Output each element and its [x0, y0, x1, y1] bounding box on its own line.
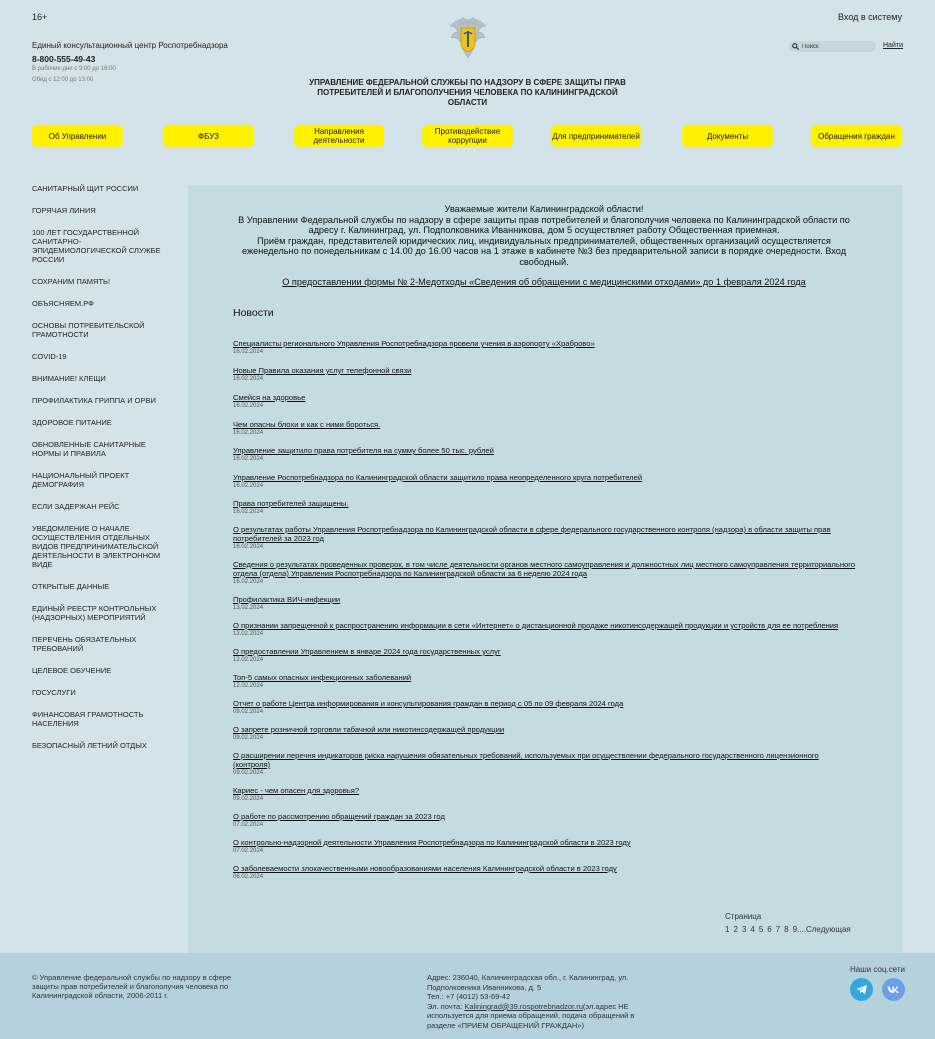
org-name: Единый консультационный центр Роспотребнадзора: [32, 41, 228, 50]
page-link[interactable]: 7: [775, 925, 781, 934]
news-date: 13.02.2024: [233, 605, 264, 611]
agency-title: УПРАВЛЕНИЕ ФЕДЕРАЛЬНОЙ СЛУЖБЫ ПО НАДЗОРУ В СФЕРЕ ЗАЩИТЫ ПРАВ ПОТРЕБИТЕЛЕЙ И БЛАГОПОЛУЧЕНИЯ ЧЕЛОВЕКА ПО КАЛИНИНГРАДСКОЙ ОБЛАСТИ: [309, 78, 626, 107]
sidebar-item[interactable]: ПЕРЕЧЕНЬ ОБЯЗАТЕЛЬНЫХ ТРЕБОВАНИЙ: [32, 635, 137, 653]
footer-copyright: © Управление федеральной службы по надзору в сфере защиты прав потребителей и благополучия человека по Калининградской области, 2006-2011 г.: [32, 973, 232, 1000]
sidebar-item[interactable]: 100 ЛЕТ ГОСУДАРСТВЕННОЙ САНИТАРНО-ЭПИДЕМИОЛОГИЧЕСКОЙ СЛУЖБЕ РОССИИ: [32, 228, 161, 264]
news-link[interactable]: Сведения о результатах проведенных проверок, в том числе деятельности органов местного самоуправления и должностных лиц местного самоуправления территориального отдела (отдела) Управления Роспотребнадзора по Калининградской области за 6 неделю 2024 года: [233, 560, 856, 578]
footer-address: Адрес: 236040, Калининградская обл., г. Калининград, ул. Подполковника Иванникова, д. 5: [427, 973, 629, 992]
pagination: [725, 925, 851, 934]
news-link[interactable]: О контрольно-надзорной деятельности Управления Роспотребнадзора по Калининградской области в 2023 году: [233, 838, 631, 847]
page-link[interactable]: 2: [733, 925, 738, 934]
news-link[interactable]: Смейся на здоровье: [233, 393, 306, 402]
page-link[interactable]: 3: [741, 925, 747, 934]
telegram-icon[interactable]: [850, 978, 873, 1001]
emblem-icon[interactable]: [446, 14, 490, 62]
news-date: 09.02.2024: [233, 735, 264, 741]
news-item: [233, 393, 858, 410]
find-button[interactable]: Найти: [883, 42, 903, 49]
news-link[interactable]: О запрете розничной торговли табачной или никотинсодержащей продукции: [233, 725, 505, 734]
news-item: [233, 786, 858, 803]
nav-directions[interactable]: Направления деятельности: [294, 125, 384, 147]
sidebar-menu: [32, 184, 172, 763]
news-item: [233, 647, 858, 664]
news-link[interactable]: О заболеваемости злокачественными новообразованиями населения Калининградской области в 2023 году: [233, 864, 617, 873]
footer-contacts: [427, 973, 642, 1030]
social-title: Наши соц.сети: [850, 965, 905, 974]
news-date: 07.02.2024: [233, 822, 264, 828]
news-item: [233, 339, 858, 356]
next-page-link[interactable]: Следующая: [805, 925, 851, 934]
sidebar-item[interactable]: БЕЗОПАСНЫЙ ЛЕТНИЙ ОТДЫХ: [32, 741, 147, 750]
news-item: [233, 838, 858, 855]
age-rating: 16+: [32, 12, 48, 22]
sidebar-item[interactable]: ЕДИНЫЙ РЕЕСТР КОНТРОЛЬНЫХ (НАДЗОРНЫХ) МЕРОПРИЯТИЙ: [32, 604, 157, 622]
nav-about[interactable]: Об Управлении: [32, 125, 123, 147]
news-date: 16.02.2024: [233, 544, 264, 550]
news-link[interactable]: Права потребителей защищены.: [233, 499, 349, 508]
news-date: 09.02.2024: [233, 709, 264, 715]
form-link[interactable]: О предоставлении формы № 2-Медотходы «Сведения об обращении с медицинскими отходами» до 1 февраля 2024 года: [282, 277, 806, 287]
sidebar-item[interactable]: ФИНАНСОВАЯ ГРАМОТНОСТЬ НАСЕЛЕНИЯ: [32, 710, 144, 728]
news-date: 16.02.2024: [233, 579, 264, 585]
news-link[interactable]: Управление защитило права потребителя на сумму более 50 тыс. рублей: [233, 446, 494, 455]
news-item: [233, 366, 858, 383]
news-date: 16.02.2024: [233, 376, 264, 382]
working-hours: В рабочие дни с 9:00 до 16:00: [32, 66, 116, 72]
sidebar-item[interactable]: ОБНОВЛЕННЫЕ САНИТАРНЫЕ НОРМЫ И ПРАВИЛА: [32, 440, 146, 458]
news-link[interactable]: Отчет о работе Центра информирования и консультирования граждан в период с 05 по 09 февраля 2024 года: [233, 699, 624, 708]
news-heading: Новости: [233, 307, 274, 319]
sidebar-item[interactable]: СОХРАНИМ ПАМЯТЬ!: [32, 277, 111, 286]
news-item: [233, 595, 858, 612]
news-item: [233, 621, 858, 638]
news-link[interactable]: О расширении перечня индикаторов риска нарушения обязательных требований, используемых при осуществлении федерального государственного лицензионного (контроля): [233, 751, 819, 769]
news-item: [233, 699, 858, 716]
footer-email: [427, 1002, 642, 1031]
sidebar-item[interactable]: ОСНОВЫ ПОТРЕБИТЕЛЬСКОЙ ГРАМОТНОСТИ: [32, 321, 145, 339]
lunch-hours: Обед с 12:00 до 13:00: [32, 77, 94, 83]
news-link[interactable]: О предоставлении Управлением в январе 2024 года государственных услуг: [233, 647, 501, 656]
main-content: [188, 185, 902, 953]
page-link[interactable]: 6: [767, 925, 772, 934]
news-link[interactable]: Кариес - чем опасен для здоровья?: [233, 786, 360, 795]
sidebar-item[interactable]: ПРОФИЛАКТИКА ГРИППА И ОРВИ: [32, 396, 156, 405]
news-item: [233, 473, 858, 490]
news-date: 07.02.2024: [233, 848, 264, 854]
news-date: 16.02.2024: [233, 403, 264, 409]
email-label: Эл. почта:: [427, 1001, 465, 1011]
page-link[interactable]: 8: [784, 925, 789, 934]
news-item: [233, 446, 858, 463]
sidebar-item[interactable]: ОТКРЫТЫЕ ДАННЫЕ: [32, 582, 110, 591]
email-note: (эл.адрес НЕ используется для приема обращений, подача обращений в разделе «ПРИЕМ ОБРАЩЕНИЙ ГРАЖДАН»): [427, 1001, 635, 1030]
nav-appeals[interactable]: Обращения граждан: [811, 125, 902, 147]
news-item: [233, 864, 858, 881]
news-date: 16.02.2024: [233, 430, 264, 436]
sidebar-item[interactable]: ЦЕЛЕВОЕ ОБУЧЕНИЕ: [32, 666, 112, 675]
nav-fbuz[interactable]: ФБУЗ: [163, 125, 254, 147]
news-date: 09.02.2024: [233, 770, 264, 776]
sidebar-item[interactable]: НАЦИОНАЛЬНЫЙ ПРОЕКТ ДЕМОГРАФИЯ: [32, 471, 130, 489]
sidebar-item[interactable]: ГОРЯЧАЯ ЛИНИЯ: [32, 206, 96, 215]
page-link[interactable]: 9....: [792, 925, 806, 934]
news-date: 16.02.2024: [233, 349, 264, 355]
news-link[interactable]: О результатах работы Управления Роспотребнадзора по Калининградской области в сфере федерального государственного контроля (надзора) в области защиты прав потребителей за 2023 год: [233, 525, 831, 543]
announcement: [232, 204, 856, 268]
news-item: [233, 751, 858, 777]
hotline-phone[interactable]: 8-800-555-49-43: [32, 54, 96, 64]
news-link[interactable]: Профилактика ВИЧ-инфекции: [233, 595, 341, 604]
sidebar-item[interactable]: ГОСУСЛУГИ: [32, 688, 76, 697]
search-icon: [792, 43, 799, 50]
news-link[interactable]: О признании запрещенной к распространению информации в сети «Интернет» о дистанционной продаже никотинсодержащей продукции и устройств для ее потребления: [233, 621, 839, 630]
news-date: 13.02.2024: [233, 631, 264, 637]
news-date: 09.02.2024: [233, 796, 264, 802]
announcement-greeting: Уважаемые жители Калининградской области!: [444, 204, 644, 214]
news-item: [233, 525, 858, 551]
sidebar-item[interactable]: ОБЪЯСНЯЕМ.РФ: [32, 299, 94, 308]
news-link[interactable]: Специалисты регионального Управления Роспотребнадзора провели учения в аэропорту «Храброво»: [233, 339, 595, 348]
sidebar-item[interactable]: САНИТАРНЫЙ ЩИТ РОССИИ: [32, 184, 139, 193]
nav-business[interactable]: Для предпринимателей: [551, 125, 641, 147]
news-item: [233, 499, 858, 516]
nav-documents[interactable]: Документы: [682, 125, 773, 147]
search-input[interactable]: [802, 44, 872, 50]
news-link[interactable]: Управление Роспотребнадзора по Калининградской области защитило права неопределенного круга потребителей: [233, 473, 643, 482]
announcement-schedule: Приём граждан, представителей юридических лиц, индивидуальных предпринимателей, общественных организаций осуществляется еженедельно по понедельникам с 14.00 до 16.00 часов на 1 этаже в кабинете №3 без предварительной записи в порядке очередности. Вход свободный.: [241, 235, 847, 267]
nav-anticorruption[interactable]: Противодействие коррупции: [422, 125, 513, 147]
announcement-text: В Управлении Федеральной службы по надзору в сфере защиты прав потребителей и благополучия человека по Калининградской области по адресу г. Калининград, ул. Подполковника Иванникова, дом 5 осуществляет работу Общественная приемная.: [238, 214, 850, 236]
sidebar-item[interactable]: ВНИМАНИЕ! КЛЕЩИ: [32, 374, 106, 383]
vk-icon[interactable]: [882, 978, 905, 1001]
news-item: [233, 812, 858, 829]
page-link[interactable]: 5: [758, 925, 764, 934]
login-link[interactable]: Вход в систему: [838, 12, 902, 22]
news-date: 16.02.2024: [233, 483, 264, 489]
page-link[interactable]: 4: [750, 925, 755, 934]
news-link[interactable]: Чем опасны блохи и как с ними бороться.: [233, 420, 381, 429]
sidebar-item[interactable]: ЕСЛИ ЗАДЕРЖАН РЕЙС: [32, 502, 120, 511]
news-item: [233, 420, 858, 437]
news-item: [233, 560, 858, 586]
page-link[interactable]: 1: [725, 925, 730, 934]
news-date: 12.02.2024: [233, 683, 264, 689]
pager-label: Страница: [725, 912, 762, 921]
footer-phone: Тел.: +7 (4012) 53-69-42: [427, 992, 511, 1001]
news-link[interactable]: О работе по рассмотрению обращений граждан за 2023 год: [233, 812, 445, 821]
news-date: 12.02.2024: [233, 657, 264, 663]
news-date: 06.02.2024: [233, 874, 264, 880]
search-box[interactable]: [789, 41, 876, 52]
news-link[interactable]: Новые Правила оказания услуг телефонной связи: [233, 366, 412, 375]
sidebar-item[interactable]: УВЕДОМЛЕНИЕ О НАЧАЛЕ ОСУЩЕСТВЛЕНИЯ ОТДЕЛЬНЫХ ВИДОВ ПРЕДПРИНИМАТЕЛЬСКОЙ ДЕЯТЕЛЬНОСТИ В ЭЛЕКТРОННОМ ВИДЕ: [32, 524, 161, 569]
news-link[interactable]: Топ-5 самых опасных инфекционных заболеваний: [233, 673, 412, 682]
news-item: [233, 673, 858, 690]
news-item: [233, 725, 858, 742]
email-link[interactable]: Kaliningrad@39.rospotrebnadzor.ru: [464, 1001, 583, 1011]
news-date: 16.02.2024: [233, 456, 264, 462]
sidebar-item[interactable]: COVID-19: [32, 352, 67, 361]
news-date: 16.02.2024: [233, 509, 264, 515]
sidebar-item[interactable]: ЗДОРОВОЕ ПИТАНИЕ: [32, 418, 112, 427]
